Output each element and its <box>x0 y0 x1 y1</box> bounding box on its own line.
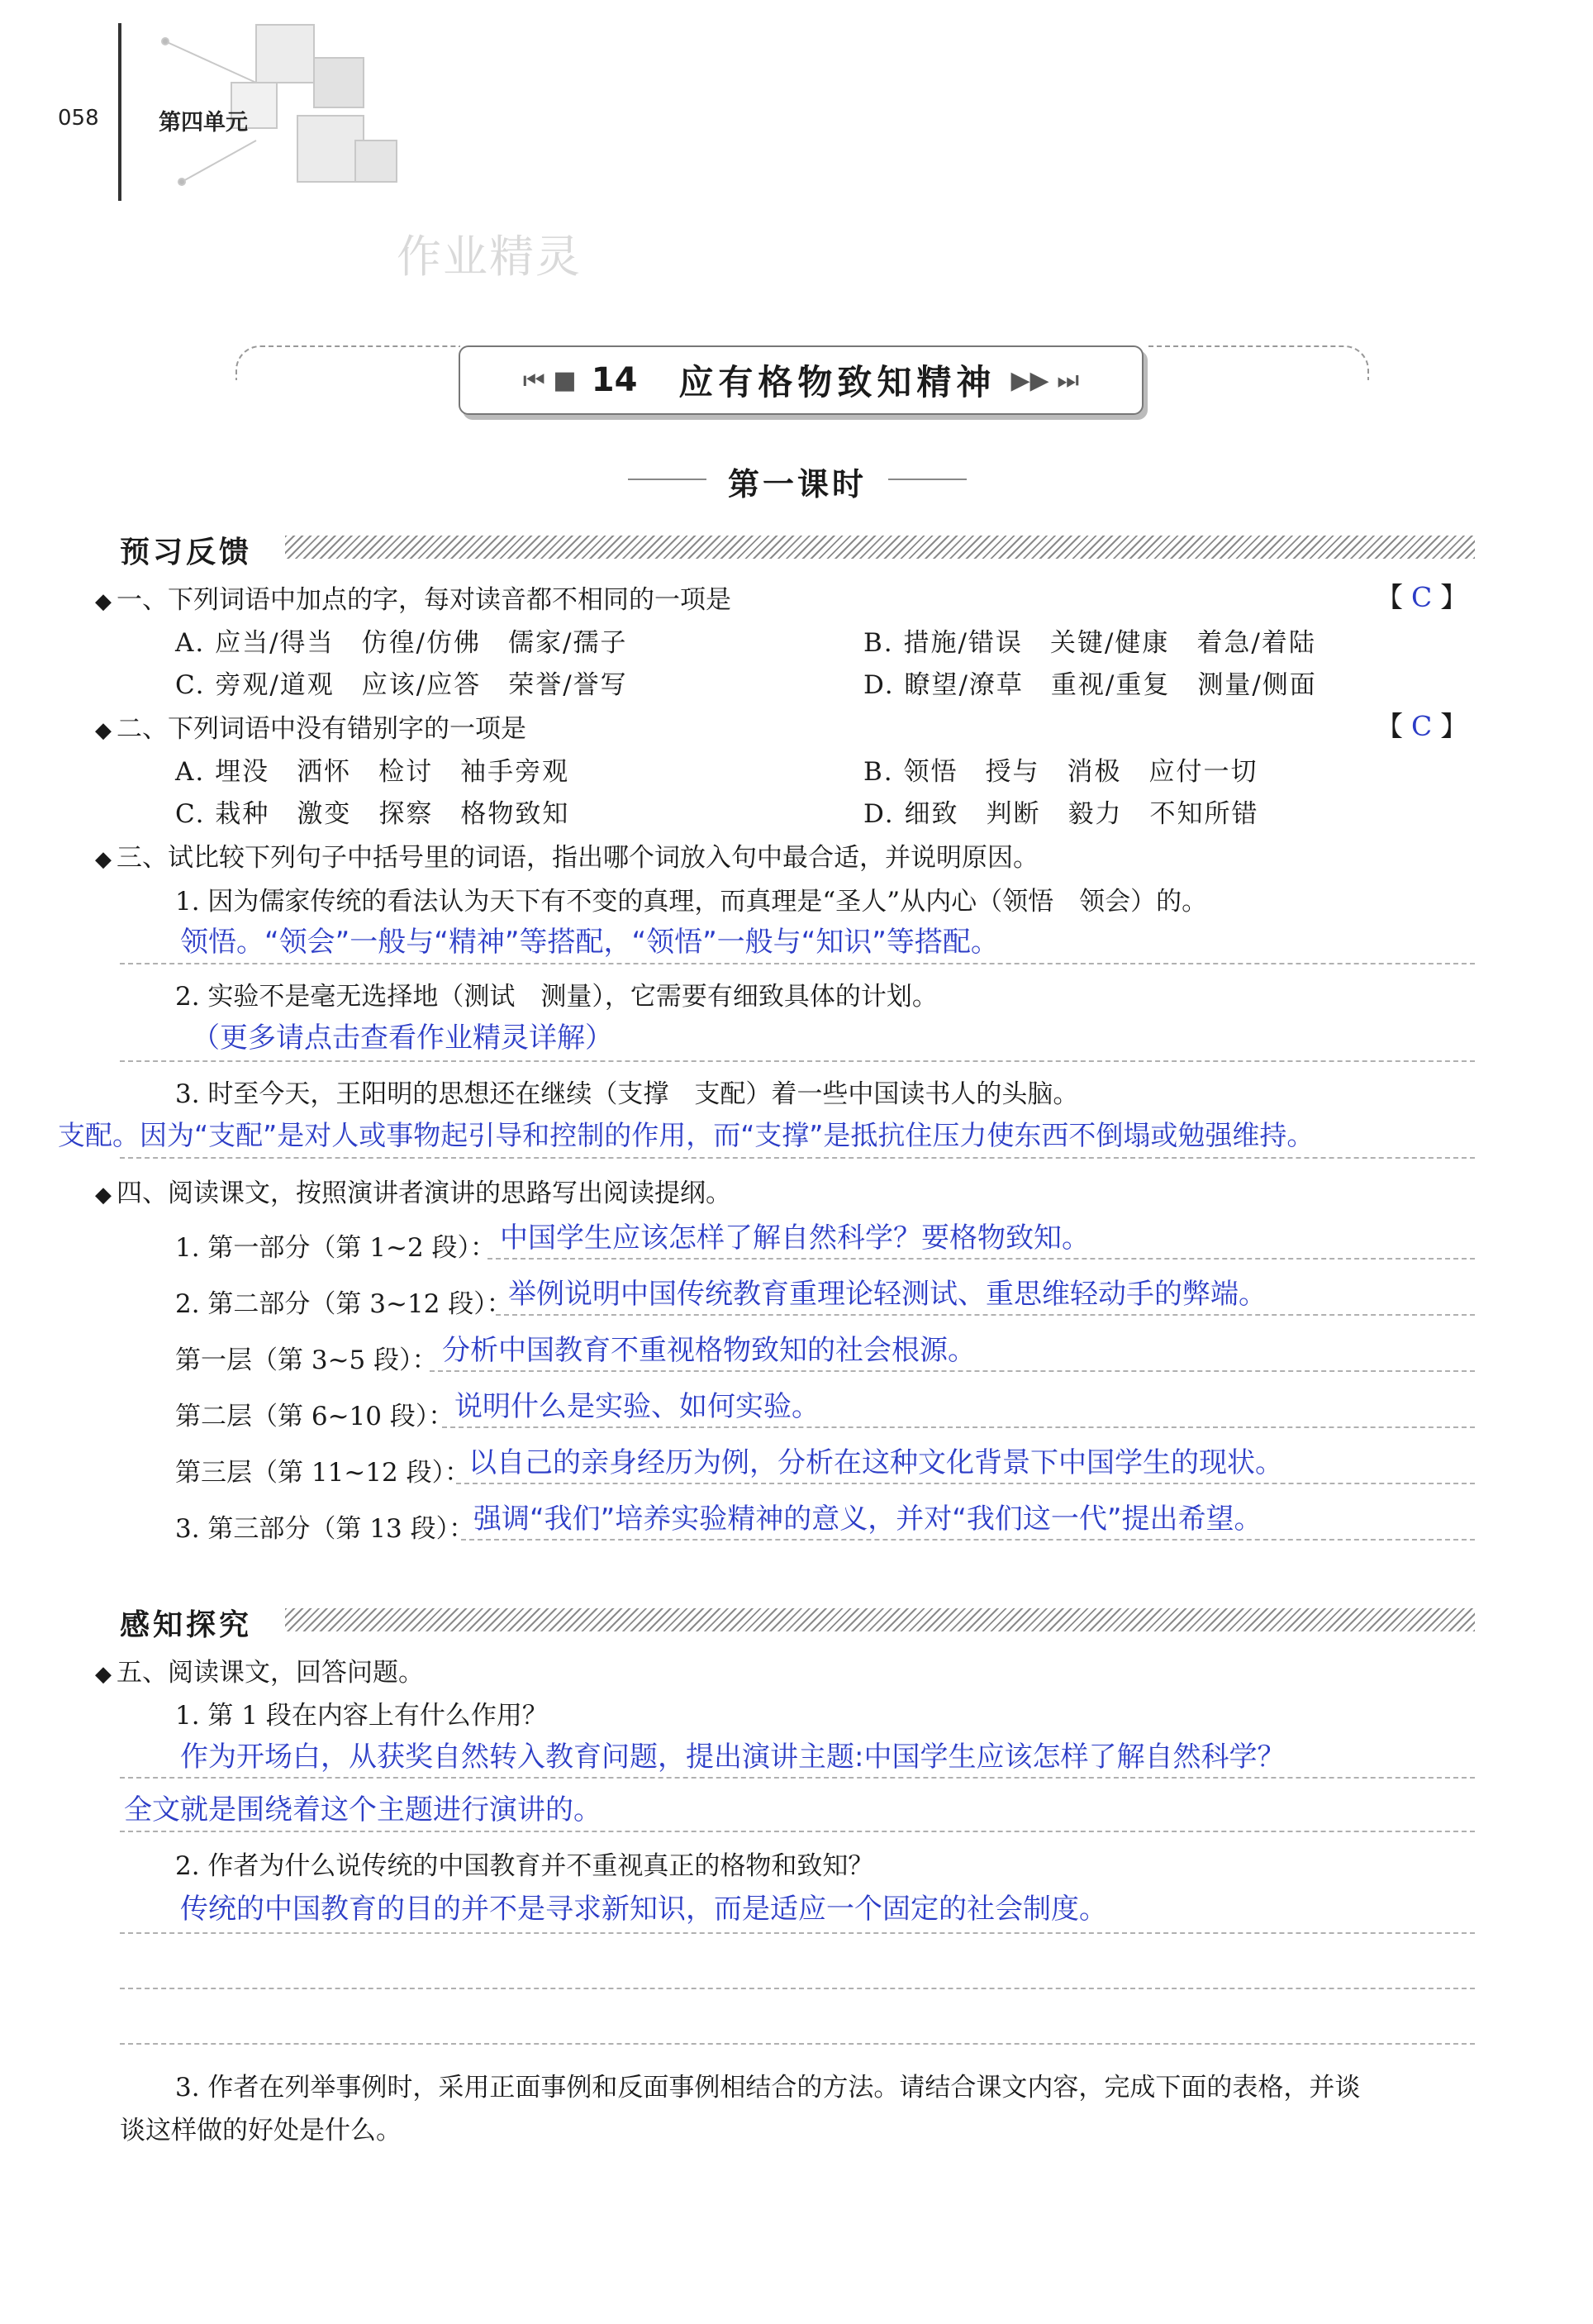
answer-3-1: 领悟。“领会”一般与“精神”等搭配，“领悟”一般与“知识”等搭配。 <box>180 926 999 959</box>
outline-answer-2: 举例说明中国传统教育重理论轻测试、重思维轻动手的弊端。 <box>508 1278 1267 1311</box>
diamond-icon: ◆ <box>95 718 112 743</box>
question-3-item-3: 3. 时至今天，王阳明的思想还在继续（支撑 支配）着一些中国读书人的头脑。 <box>175 1079 1079 1109</box>
answer-line <box>120 2043 1475 2045</box>
outline-label-1: 1. 第一部分（第 1~2 段）： <box>175 1233 497 1263</box>
page-number: 058 <box>58 106 99 131</box>
question-3 <box>95 836 1039 874</box>
lesson-title-box <box>459 345 1144 415</box>
question-3-item-1: 1. 因为儒家传统的看法认为天下有不变的真理，而真理是“圣人”从内心（领悟 领会）的。 <box>175 887 1208 917</box>
option-b: B. 领悟 授与 消极 应付一切 <box>863 757 1258 787</box>
option-c: C. 旁观/道观 应该/应答 荣誉/誉写 <box>175 670 628 700</box>
answer-3-3: 支配。因为“支配”是对人或事物起引导和控制的作用，而“支撑”是抵抗住压力使东西不倒塌或勉强维持。 <box>58 1119 1315 1151</box>
diamond-icon: ◆ <box>95 1662 112 1687</box>
outline-label-3: 第一层（第 3~5 段）： <box>175 1345 438 1375</box>
question-5 <box>95 1651 424 1688</box>
outline-label-5: 第三层（第 11~12 段）： <box>175 1458 471 1488</box>
question-1 <box>95 579 731 616</box>
question-5-item-1: 1. 第 1 段在内容上有什么作用？ <box>175 1701 548 1731</box>
section-hatch <box>285 1608 1475 1631</box>
answer-line <box>442 1426 1475 1428</box>
outline-label-4: 第二层（第 6~10 段）： <box>175 1402 454 1431</box>
lesson-title: 应有格物致知精神 <box>678 362 996 402</box>
question-4 <box>95 1172 731 1209</box>
answer-2: C <box>1411 710 1433 742</box>
outline-answer-5: 以自己的亲身经历为例，分析在这种文化背景下中国学生的现状。 <box>468 1446 1283 1479</box>
answer-1: C <box>1411 581 1433 613</box>
diamond-icon: ◆ <box>95 847 112 872</box>
question-1-stem: 一、下列词语中加点的字，每对读音都不相同的一项是 <box>117 585 731 615</box>
answer-line <box>120 1932 1475 1934</box>
answer-5-1-line-2: 全文就是围绕着这个主题进行演讲的。 <box>124 1793 602 1826</box>
title-ornament-right <box>1148 345 1369 380</box>
diamond-icon: ◆ <box>95 589 112 614</box>
answer-line <box>120 1777 1475 1779</box>
question-4-stem: 四、阅读课文，按照演讲者演讲的思路写出阅读提纲。 <box>117 1179 731 1208</box>
option-d: D. 细致 判断 毅力 不知所错 <box>863 799 1259 829</box>
answer-line <box>496 1314 1475 1316</box>
answer-line <box>120 1157 1475 1159</box>
answer-line <box>120 963 1475 964</box>
answer-line <box>456 1483 1475 1484</box>
answer-line <box>120 1831 1475 1832</box>
question-5-stem: 五、阅读课文，回答问题。 <box>117 1658 424 1688</box>
question-5-item-2: 2. 作者为什么说传统的中国教育并不重视真正的格物和致知？ <box>175 1851 874 1881</box>
option-b: B. 措施/错误 关键/健康 着急/着陆 <box>863 628 1316 658</box>
lesson-number: 14 <box>591 361 638 399</box>
answer-bracket-1: 【 C 】 <box>1376 581 1468 613</box>
outline-answer-6: 强调“我们”培养实验精神的意义，并对“我们这一代”提出希望。 <box>473 1503 1263 1536</box>
outline-label-6: 3. 第三部分（第 13 段）： <box>175 1514 475 1544</box>
answer-line <box>487 1258 1475 1260</box>
skip-back-icon: ⏮ ■ <box>522 365 577 395</box>
section-hatch <box>285 536 1475 559</box>
outline-answer-3: 分析中国教育不重视格物致知的社会根源。 <box>442 1334 976 1367</box>
question-2 <box>95 707 526 745</box>
diamond-icon: ◆ <box>95 1183 112 1207</box>
outline-answer-1: 中国学生应该怎样了解自然科学？要格物致知。 <box>500 1222 1090 1255</box>
answer-line <box>120 1988 1475 1989</box>
skip-forward-icon: ▶▶ ⏭ <box>1010 365 1080 395</box>
title-ornament-left <box>235 345 460 380</box>
section-title-preview: 预习反馈 <box>120 535 253 569</box>
answer-line <box>430 1370 1475 1372</box>
header-divider <box>118 23 121 201</box>
answer-line <box>461 1539 1475 1541</box>
answer-line <box>120 1060 1475 1062</box>
option-a: A. 应当/得当 仿徨/仿佛 儒家/孺子 <box>175 628 628 658</box>
period-title: 第一课时 <box>628 459 967 504</box>
question-5-item-3-line-1: 3. 作者在列举事例时，采用正面事例和反面事例相结合的方法。请结合课文内容，完成下面的表格，并谈 <box>175 2073 1361 2103</box>
answer-bracket-2: 【 C 】 <box>1376 710 1468 742</box>
question-3-item-2: 2. 实验不是毫无选择地（测试 测量），它需要有细致具体的计划。 <box>175 982 938 1012</box>
answer-5-1-line-1: 作为开场白，从获奖自然转入教育问题，提出演讲主题:中国学生应该怎样了解自然科学？ <box>180 1741 1286 1774</box>
question-3-stem: 三、试比较下列句子中括号里的词语，指出哪个词放入句中最合适，并说明原因。 <box>117 843 1039 873</box>
option-a: A. 埋没 洒怀 检讨 袖手旁观 <box>175 757 570 787</box>
answer-3-2-link[interactable]: （更多请点击查看作业精灵详解） <box>192 1022 613 1055</box>
outline-answer-4: 说明什么是实验、如何实验。 <box>454 1390 820 1423</box>
unit-title: 第四单元 <box>159 110 248 136</box>
watermark: 作业精灵 <box>397 231 582 283</box>
option-d: D. 瞭望/潦草 重视/重复 测量/侧面 <box>863 670 1317 700</box>
question-5-item-3-line-2: 谈这样做的好处是什么。 <box>120 2116 402 2145</box>
option-c: C. 栽种 激变 探察 格物致知 <box>175 799 570 829</box>
section-title-explore: 感知探究 <box>120 1607 253 1642</box>
answer-5-2: 传统的中国教育的目的并不是寻求新知识，而是适应一个固定的社会制度。 <box>180 1893 1107 1926</box>
question-2-stem: 二、下列词语中没有错别字的一项是 <box>117 714 526 744</box>
outline-label-2: 2. 第二部分（第 3~12 段）： <box>175 1289 512 1319</box>
